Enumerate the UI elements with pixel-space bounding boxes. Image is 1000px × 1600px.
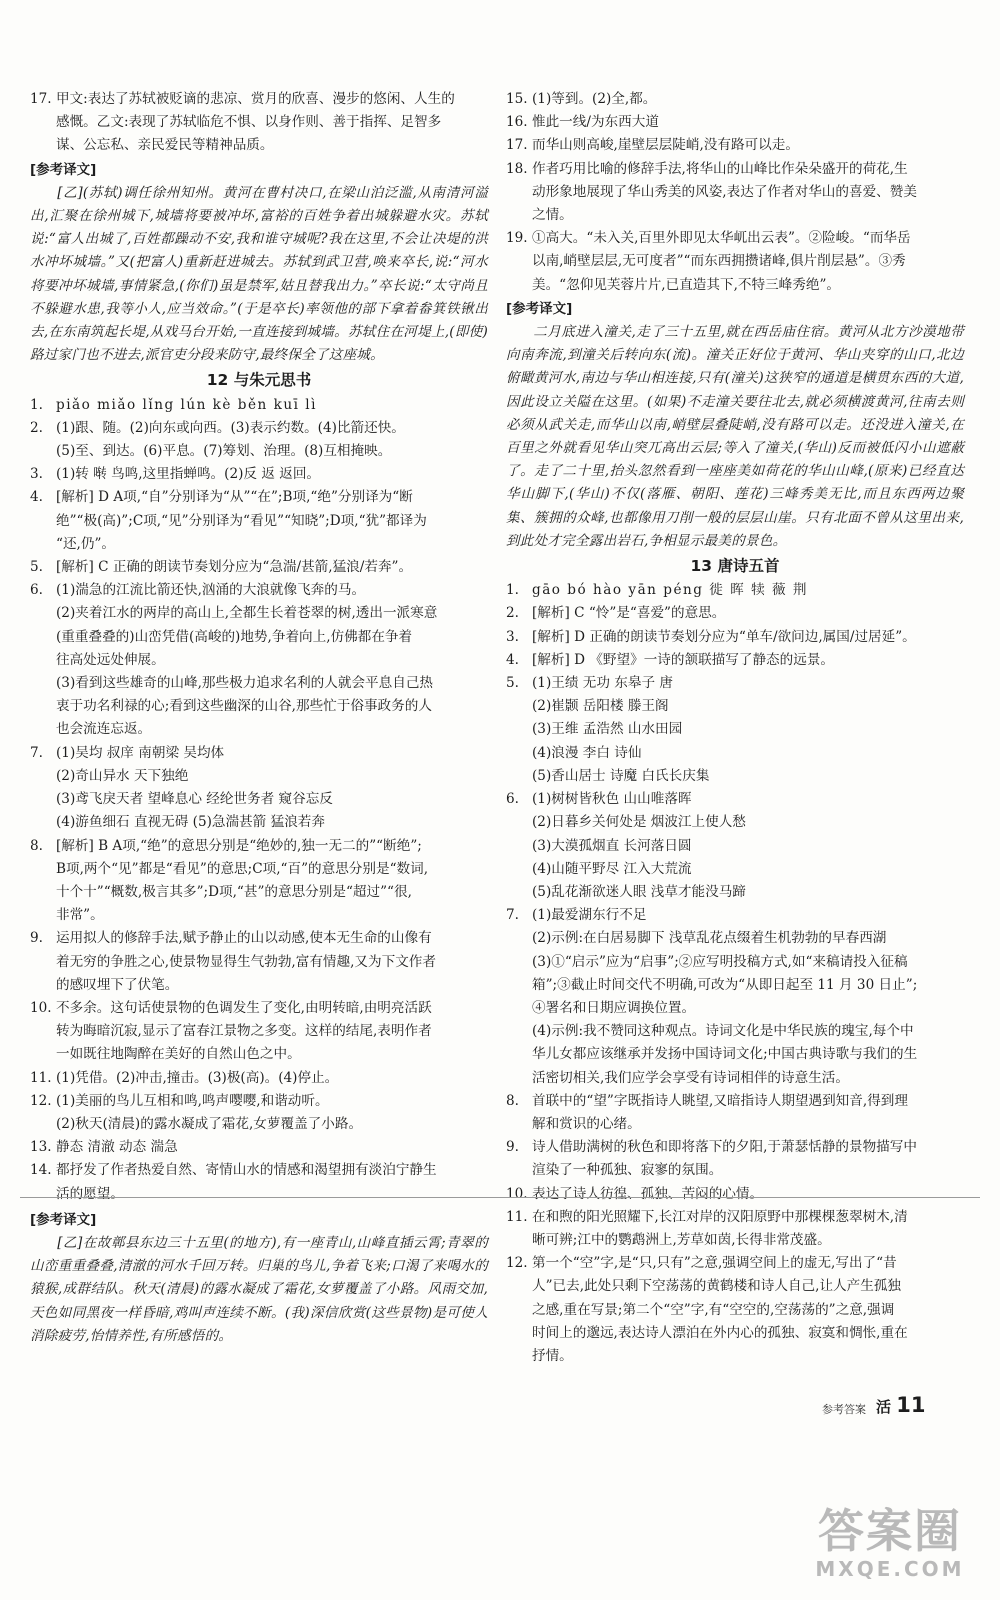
answer-1: 1. gāo bó hào yān péng 徙 晖 犊 薇 荆 (506, 582, 809, 599)
page-divider (20, 1197, 980, 1198)
answer-line: (5)至、到达。(6)平息。(7)筹划、治理。(8)互相掩映。 (56, 443, 392, 460)
answer-7: 7. (1)最爱湖东行不足 (2)示例:在白居易脚下 浅草乱花点缀着生机勃勃的早春西湖 (3)①“启示”应为“启事”;②应写明投稿方式,如“来稿请投入征稿 箱”;③截止时间交代不明确,可改为“从即日起至 11 月 30 日止”; ④署名和日期应调换位置。 (4)示例:我不赞同这种观点。诗词文化是中华民族的瑰宝,每个中 华儿女都应该继承并发扬中国诗词文化;中国古典诗歌与我们的生 活密切相关,我们应学会享受有诗词相伴的诗意生活。 (506, 907, 918, 1086)
answer-11: 11. 在和煦的阳光照耀下,长江对岸的汉阳原野中那棵棵葱翠树木,清 晰可辨;江中的鹦鹉洲上,芳草如茵,长得非常茂盛。 (506, 1208, 908, 1248)
answer-3: 3. [解析] D 正确的朗读节奏划分应为“单车/欲问边,属国/过居延”。 (506, 628, 916, 645)
answer-19: 19. ①高大。“未入关,百里外即见太华屼出云表”。②险峻。“而华岳 以南,峭壁层层,无可度者”“而东西拥攒诸峰,俱片削层悬”。③秀 美。“忽仰见芙蓉片片,已直造其下,不特三峰秀绝”。 (506, 230, 911, 293)
answer-9: 9. 运用拟人的修辞手法,赋予静止的山以动感,使本无生命的山像有 着无穷的争胜之心,使景物显得生气勃勃,富有情趣,又为下文作者 的感叹埋下了伏笔。 (30, 930, 436, 993)
answer-10: 10. 表达了诗人彷徨、孤独、苦闷的心情。 (506, 1185, 764, 1202)
answer-line: 感慨。乙文:表现了苏轼临危不惧、以身作则、善于指挥、足智多 (56, 114, 442, 131)
right-column (506, 88, 964, 1368)
lesson-title-13: 13 唐诗五首 (690, 557, 780, 576)
answer-6: 6. (1)树树皆秋色 山山唯落晖 (2)日暮乡关何处是 烟波江上使人愁 (3)大漠孤烟直 长河落日圆 (4)山随平野尽 江入大荒流 (5)乱花渐欲迷人眼 浅草才能没马蹄 (506, 791, 746, 900)
answer-11: 11. (1)凭借。(2)冲击,撞击。(3)极(高)。(4)停止。 (30, 1069, 339, 1086)
answer-14: 14. 都抒发了作者热爱自然、寄情山水的情感和渴望拥有淡泊宁静生 活的愿望。 (30, 1162, 437, 1202)
answer-12: 12. (1)美丽的鸟儿互相和鸣,鸣声嘤嘤,和谐动听。 (2)秋天(清晨)的露水凝成了霜花,女萝覆盖了小路。 (30, 1092, 363, 1132)
answer-4: 4. [解析] D A项,“自”分别译为“从”“在”;B项,“绝”分别译为“断 绝”“极(高)”;C项,“见”分别译为“看见”“知晓”;D项,“犹”都译为 “还,仍”。 (30, 489, 427, 552)
answer-8: 8. [解析] B A项,“绝”的意思分别是“绝妙的,独一无二的”“断绝”; B项,两个“见”都是“看见”的意思;C项,“百”的意思分别是“数词, 十个十”“概数,极言其多”;D项,“甚”的意思分别是“超过”“很, 非常”。 (30, 837, 429, 924)
page-number: 活 11 (876, 1393, 926, 1417)
reference-translation-1: [乙](苏轼)调任徐州知州。黄河在曹村决口,在梁山泊泛滥,从南清河溢出,汇聚在徐州城下,城墙将要被冲坏,富裕的百姓争着出城躲避水灾。苏轼说:“富人出城了,百姓都躁动不安,我和谁守城呢?我在这里,不会让决堤的洪水冲坏城墙。”又(把富人)重新赶进城去。苏轼到武卫营,唤来卒长,说:“河水将要冲坏城墙,事情紧急,(你们)虽是禁军,姑且替我出力。”卒长说:“太守尚且不躲避水患,我等小人,应当效命。”(于是卒长)率领他的部下拿着畚箕铁锹出去,在东南筑起长堤,从戏马台开始,一直连接到城墙。苏轼住在河堤上,(即使)路过家门也不进去,派官吏分段来防守,最终保全了这座城。 (30, 184, 489, 364)
answer-2: 2. [解析] C “怜”是“喜爱”的意思。 (506, 605, 726, 622)
answer-4: 4. [解析] D 《野望》一诗的颔联描写了静态的远景。 (506, 651, 835, 668)
answer-9: 9. 诗人借助满树的秋色和即将落下的夕阳,于萧瑟恬静的景物描写中 渲染了一种孤独、寂寥的氛围。 (506, 1139, 917, 1179)
answer-17-left (30, 88, 488, 158)
answer-12: 12. 第一个“空”字,是“只,只有”之意,强调空间上的虚无,写出了“昔 人”已去,此处只剩下空荡荡的黄鹤楼和诗人自己,让人产生孤独 之感,重在写景;第二个“空”字,有“空空的,空荡荡的”之意,强调 时间上的邈远,表达诗人漂泊在外内心的孤独、寂寞和惆怅,重在 抒情。 (506, 1255, 908, 1364)
footer-label: 参考答案 (822, 1403, 866, 1416)
answer-13: 13. 静态 清澈 动态 湍急 (30, 1139, 178, 1156)
answer-17-right: 17. 而华山则高峻,崖壁层层陡峭,没有路可以走。 (506, 137, 799, 154)
item-number: 17. (30, 91, 52, 107)
answer-3: 3. (1)转 啭 鸟鸣,这里指蝉鸣。(2)反 返 返回。 (30, 466, 321, 483)
answer-10: 10. 不多余。这句话使景物的色调发生了变化,由明转暗,由明亮活跃 转为晦暗沉寂,显示了富春江景物之多变。这样的结尾,表明作者 一如既往地陶醉在美好的自然山色之中。 (30, 999, 432, 1063)
answer-5: 5. [解析] C 正确的朗读节奏划分应为“急湍/甚箭,猛浪/若奔”。 (30, 559, 413, 576)
answer-6: 6. (1)湍急的江流比箭还快,汹涌的大浪就像飞奔的马。 (2)夹着江水的两岸的高山上,全都生长着苍翠的树,透出一派寒意 (重重叠叠的)山峦凭借(高峻的)地势,争着向上,仿佛都在争着 往高处远处伸展。 (3)看到这些雄奇的山峰,那些极力追求名利的人就会平息自己热 衷于功名利禄的心;看到这些幽深的山谷,那些忙于俗事政务的人 也会流连忘返。 (30, 582, 438, 738)
answer-7: 7. (1)吴均 叔庠 南朝梁 吴均体 (2)奇山异水 天下独绝 (3)鸢飞戾天者 望峰息心 经纶世务者 窥谷忘反 (4)游鱼细石 直视无碍 (5)急湍甚箭 猛浪若奔 (30, 744, 333, 831)
answer-15: 15. (1)等到。(2)全,都。 (506, 91, 657, 107)
answer-1: 1. piǎo miǎo lǐng lún kè běn kuī lì (30, 394, 488, 417)
reference-translation-label: [参考译文] (506, 300, 573, 317)
left-column (30, 88, 488, 1348)
answer-18: 18. 作者巧用比喻的修辞手法,将华山的山峰比作朵朵盛开的荷花,生 动形象地展现了华山秀美的风姿,表达了作者对华山的喜爱、赞美 之情。 (506, 160, 917, 224)
answer-5: 5. (1)王绩 无功 东皋子 唐 (2)崔颢 岳阳楼 滕王阁 (3)王维 孟浩然 山水田园 (4)浪漫 李白 诗仙 (5)香山居士 诗魔 白氏长庆集 (506, 675, 710, 784)
pinyin-answer: piǎo miǎo lǐng lún kè běn kuī lì (56, 396, 317, 413)
answer-2: 2. (1)跟、随。(2)向东或向西。(3)表示约数。(4)比箭还快。 (30, 419, 405, 436)
lesson-title-12: 12 与朱元思书 (206, 371, 312, 390)
reference-translation-2: [乙]在故鄣县东边三十五里(的地方),有一座青山,山峰直插云霄;青翠的山峦重重叠叠,清澈的河水千回万转。归巢的鸟儿,争着飞来;口渴了来喝水的猿猴,成群结队。秋天(清晨)的露水凝成了霜花,女萝覆盖了小路。风雨交加,天色如同黑夜一样昏暗,鸡叫声连续不断。(我)深信欣赏(这些景物)是可使人消除疲劳,怡情养性,有所感悟的。 (30, 1234, 489, 1344)
answer-line: 谋、公忘私、亲民爱民等精神品质。 (56, 137, 274, 154)
answer-line: 甲文:表达了苏轼被贬谪的悲凉、赏月的欣喜、漫步的悠闲、人生的 (56, 91, 455, 107)
site-watermark: 答案圈 MXQE.COM (815, 1504, 965, 1581)
answer-16: 16. 惟此一线/为东西大道 (506, 114, 659, 131)
reference-translation-label: [参考译文] (30, 1211, 97, 1228)
reference-translation-label: [参考译文] (30, 161, 97, 178)
reference-translation-3: 二月底进入潼关,走了三十五里,就在西岳庙住宿。黄河从北方沙漠地带向南奔流,到潼关后转向东(流)。潼关正好位于黄河、华山夹穿的山口,北边俯瞰黄河水,南边与华山相连接,只有(潼关)这狭窄的通道是横贯东西的大道,因此设立关隘在这里。(如果)不走潼关要往北去,就必须横渡黄河,往南去则必须从武关走,而华山以南,峭壁层叠陡峭,没有路可以走。还没进入潼关,在百里之外就看见华山突兀高出云层;等入了潼关,(华山)反而被低闪小山遮蔽了。走了二十里,抬头忽然看到一座座美如荷花的华山山峰,(原来)已经直达华山脚下,(华山)不仅(落雁、朝阳、莲花)三峰秀美无比,而且东西两边聚集、簇拥的众峰,也都像用刀削一般的层层山崖。只有北面不曾从这里出来,到此处才完全露出岩石,争相显示最美的景色。 (506, 324, 964, 549)
answer-8: 8. 首联中的“望”字既指诗人眺望,又暗指诗人期望遇到知音,得到理 解和赏识的心绪。 (506, 1092, 908, 1132)
